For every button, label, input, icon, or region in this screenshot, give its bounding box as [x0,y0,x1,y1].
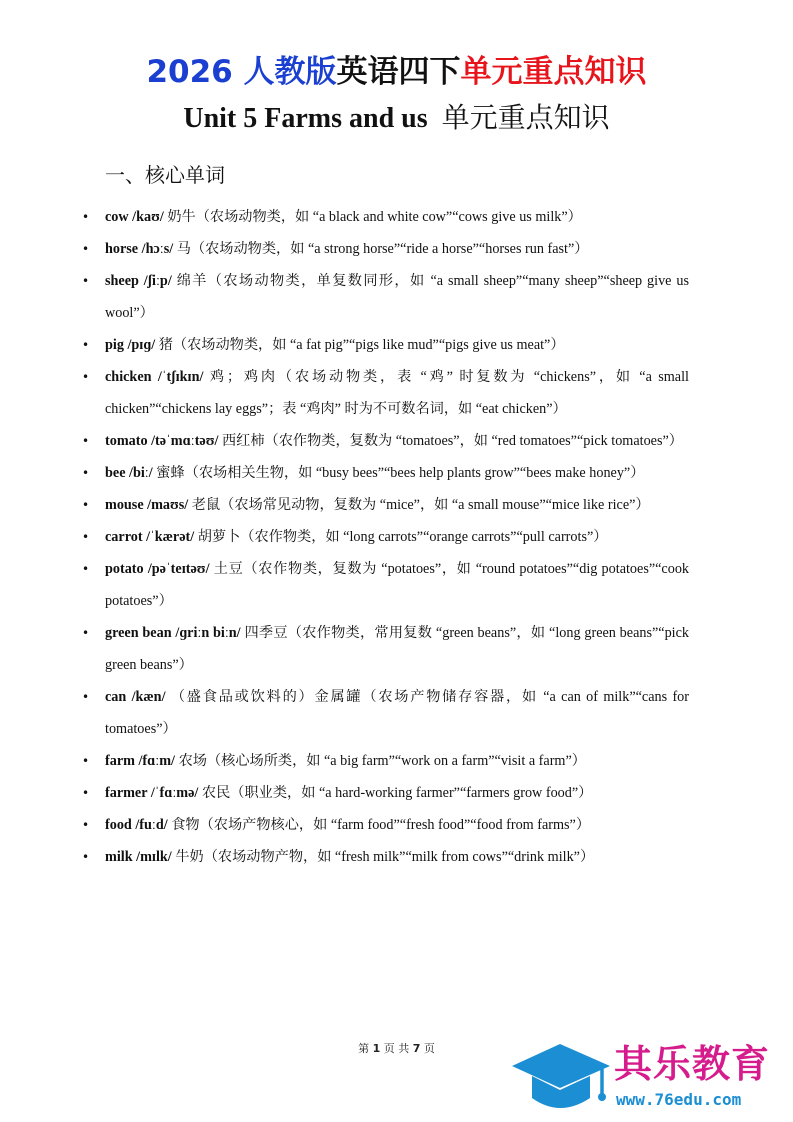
vocab-word: can /kæn/ [105,689,166,705]
brand-logo [510,1040,790,1114]
vocab-desc: 鸡；鸡肉（农场动物类，表 “鸡” 时复数为 “chickens”，如 “a small chicken”“chickens lay eggs”；表 “鸡肉” 时为不可数名词，如 “eat chicken”） [105,369,689,417]
vocab-desc: 土豆（农作物类，复数为 “potatoes”，如 “round potatoes”“dig potatoes”“cook potatoes”） [105,561,690,609]
vocab-list [105,201,689,873]
vocab-item [105,617,689,681]
footer-suffix: 页 [423,1042,435,1055]
graduation-cap-icon [510,1040,614,1114]
vocab-word: pig /pɪɡ/ [105,337,156,353]
vocab-desc: 马（农场动物类，如 “a strong horse”“ride a horse”“horses run fast”） [176,241,589,257]
vocab-word: food /fuːd/ [105,817,168,833]
vocab-desc: 农民（职业类，如 “a hard-working farmer”“farmers grow food”） [201,785,593,801]
footer-mid: 页 共 [383,1042,410,1055]
vocab-item [105,553,689,617]
vocab-item [105,265,689,329]
vocab-item [105,425,689,457]
vocab-word: farm /fɑːm/ [105,753,176,769]
vocab-desc: 西红柿（农作物类，复数为 “tomatoes”，如 “red tomatoes”“pick tomatoes”） [221,433,683,449]
vocab-word: milk /mɪlk/ [105,849,172,865]
vocab-word: chicken /ˈtʃɪkɪn/ [105,369,204,385]
vocab-desc: 胡萝卜（农作物类，如 “long carrots”“orange carrots”“pull carrots”） [197,529,608,545]
vocab-item [105,745,689,777]
vocab-desc: 奶牛（农场动物类，如 “a black and white cow”“cows give us milk”） [167,209,582,225]
document-subtitle [0,98,793,139]
vocab-item [105,809,689,841]
subtitle-chinese: 单元重点知识 [441,101,610,134]
vocab-word: carrot /ˈkærət/ [105,529,195,545]
vocab-word: potato /pəˈteɪtəʊ/ [105,561,210,577]
footer-total-pages: 7 [412,1042,421,1055]
document-title [0,52,793,92]
vocab-word: sheep /ʃiːp/ [105,273,172,289]
footer-prefix: 第 [358,1042,370,1055]
vocab-word: bee /biː/ [105,465,153,481]
vocab-desc: 农场（核心场所类，如 “a big farm”“work on a farm”“visit a farm”） [178,753,586,769]
vocab-item [105,457,689,489]
vocab-word: mouse /maʊs/ [105,497,189,513]
vocab-item [105,201,689,233]
subtitle-english: Unit 5 Farms and us [183,103,428,134]
vocab-item [105,681,689,745]
brand-name: 其乐教育 [614,1042,771,1086]
vocab-desc: 牛奶（农场动物产物，如 “fresh milk”“milk from cows”“drink milk”） [175,849,595,865]
vocab-word: green bean /ɡriːn biːn/ [105,625,241,641]
vocab-desc: 老鼠（农场常见动物，复数为 “mice”，如 “a small mouse”“mice like rice”） [191,497,650,513]
vocab-desc: 绵羊（农场动物类，单复数同形，如 “a small sheep”“many sheep”“sheep give us wool”） [105,273,690,321]
title-part-1: 2026 人教版 [146,54,337,90]
vocab-item [105,841,689,873]
title-part-3: 单元重点知识 [460,54,647,90]
vocab-word: cow /kaʊ/ [105,209,164,225]
vocab-desc: 蜜蜂（农场相关生物，如 “busy bees”“bees help plants grow”“bees make honey”） [156,465,645,481]
vocab-desc: 食物（农场产物核心，如 “farm food”“fresh food”“food from farms”） [171,817,591,833]
vocab-item [105,361,689,425]
footer-page-number: 1 [372,1042,381,1055]
vocab-word: horse /hɔːs/ [105,241,174,257]
vocab-item [105,777,689,809]
section-heading: 一、核心单词 [105,163,225,187]
vocab-desc: 四季豆（农作物类，常用复数 “green beans”，如 “long green beans”“pick green beans”） [105,625,690,673]
vocab-word: tomato /təˈmɑːtəʊ/ [105,433,219,449]
title-part-2: 英语四下 [336,54,461,90]
vocab-item [105,489,689,521]
vocab-item [105,329,689,361]
vocab-item [105,233,689,265]
vocab-desc: 猪（农场动物类，如 “a fat pig”“pigs like mud”“pigs give us meat”） [158,337,565,353]
vocab-item [105,521,689,553]
vocab-desc: （盛食品或饮料的）金属罐（农场产物储存容器，如 “a can of milk”“cans for tomatoes”） [105,689,689,737]
brand-url: www.76edu.com [616,1090,742,1109]
vocab-word: farmer /ˈfɑːmə/ [105,785,199,801]
